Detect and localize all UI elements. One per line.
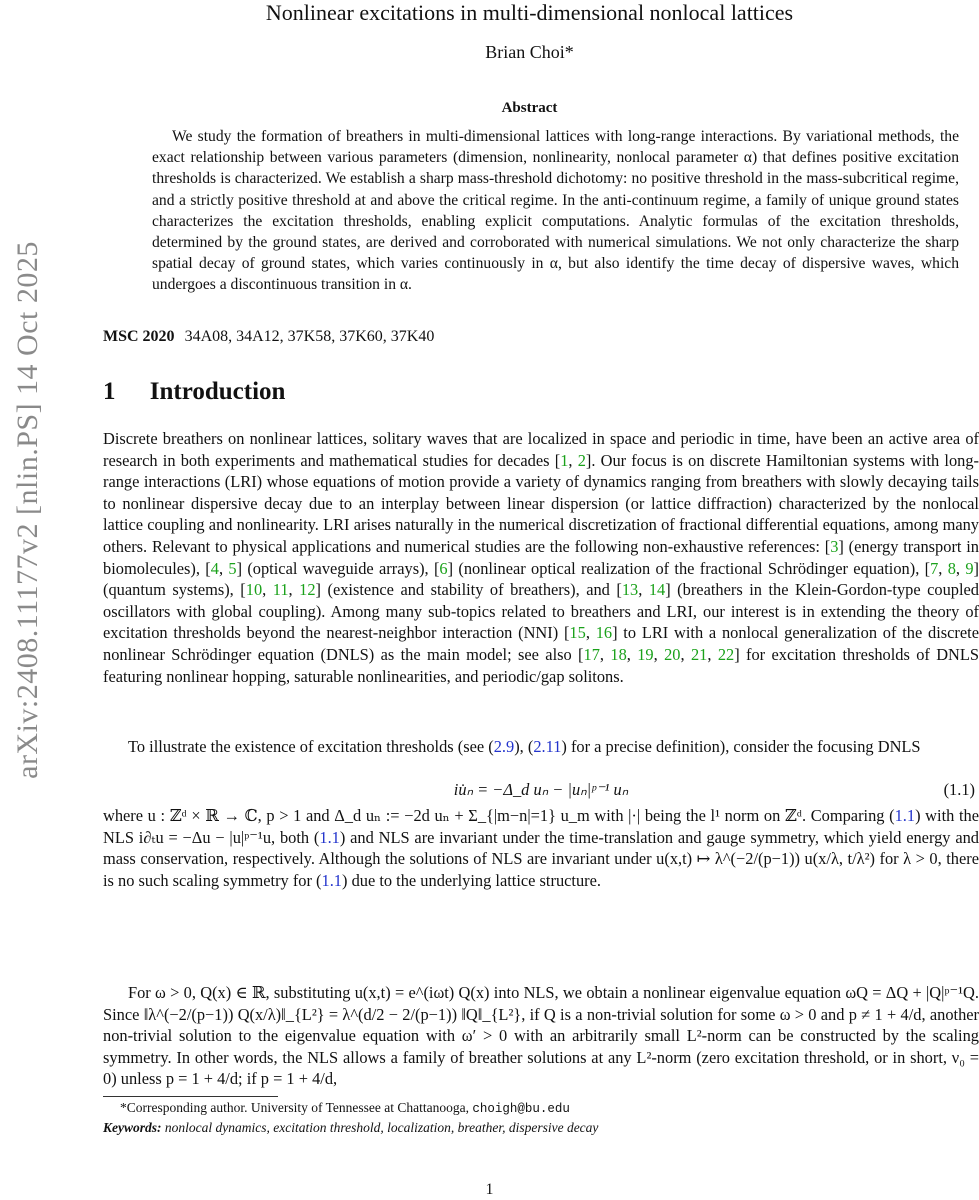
equation-reference-link[interactable]: 1.1 [894,806,916,825]
citation-link[interactable]: 4 [210,558,219,578]
intro-paragraph-4: For ω > 0, Q(x) ∈ ℝ, substituting u(x,t) = e^(iωt) Q(x) into NLS, we obtain a nonlinear eigenvalue equation ωQ = ΔQ + |Q|ᵖ⁻¹Q. Since ‖λ^(−2/(p−1)) Q(x/λ)‖_{L²} = λ^(d/2 − 2/(p−1)) ‖Q‖_{L²}, if Q is a non-trivial solution for some ω > 0 and p ≠ 1 + 4/d, another non-trivial solution to the eigenvalue equation with ω′ > 0 with an arbitrarily small L²-norm can be constructed by the scaling symmetry. In other words, the NLS allows a family of breather solutions at any L²-norm (zero excitation threshold, or in short, ν₀ = 0) unless p = 1 + 4/d; if p = 1 + 4/d, [103,983,979,1089]
citation-link[interactable]: 22 [717,644,735,664]
author-footnote: *Corresponding author. University of Tennessee at Chattanooga, choigh@bu.edu [120,1100,570,1116]
equation-number: (1.1) [943,780,975,799]
equation-reference-link[interactable]: 2.11 [533,737,562,756]
citation-link[interactable]: 5 [228,558,237,578]
citation-link[interactable]: 9 [965,558,974,578]
citation-link[interactable]: 3 [830,536,839,556]
abstract-heading: Abstract [501,100,558,116]
abstract-text: We study the formation of breathers in multi-dimensional lattices with long-range interactions. By variational methods, the exact relationship between various parameters (dimension, nonlinearity, nonlocal parameter α) that defines positive excitation thresholds is characterized. We establish a sharp mass-threshold dichotomy: no positive threshold in the mass-subcritical regime, and a strictly positive threshold at and above the critical regime. In the anti-continuum regime, a family of unique ground states characterizes the excitation thresholds, enabling explicit computations. Analytic formulas of the excitation thresholds, determined by the ground states, are derived and corroborated with numerical simulations. We not only characterize the sharp spatial decay of ground states, which varies continuously in α, but also identify the time decay of dispersive waves, which undergoes a discontinuous transition in α. [152,128,959,294]
citation-link[interactable]: 8 [947,558,956,578]
section-heading [103,378,285,406]
msc-label: MSC 2020 [103,328,175,345]
keywords-label: Keywords: [103,1120,162,1135]
citation-link[interactable]: 11 [272,580,289,600]
citation-link[interactable]: 21 [690,644,708,664]
arxiv-id-text: arXiv:2408.11177v2 [nlin.PS] 14 Oct 2025 [11,241,44,779]
page-number: 1 [485,1181,494,1198]
citation-link[interactable]: 17 [583,644,600,664]
intro-paragraph-3: where u : ℤᵈ × ℝ → ℂ, p > 1 and Δ_d uₙ := −2d uₙ + Σ_{|m−n|=1} u_m with |·| being the l¹ norm on ℤᵈ. Comparing (1.1) with the NLS i∂ₜu = −Δu − |u|ᵖ⁻¹u, both (1.1) and NLS are invariant under the time-translation and gauge symmetry, which yield energy and mass conservation, respectively. Although the solutions of NLS are invariant under u(x,t) ↦ λ^(−2/(p−1)) u(x/λ, t/λ²) for λ > 0, there is no such scaling symmetry for (1.1) due to the underlying lattice structure. [103,806,979,890]
equation-formula: iu̇ₙ = −Δ_d uₙ − |uₙ|ᵖ⁻¹ uₙ [453,780,629,799]
msc-classification [103,328,434,346]
citation-link[interactable]: 13 [621,580,639,600]
citation-link[interactable]: 20 [664,644,681,664]
section-number: 1 [103,378,116,405]
section-title: Introduction [149,378,286,405]
paper-author: Brian Choi* [485,42,574,62]
intro-paragraph-1: Discrete breathers on nonlinear lattices, solitary waves that are localized in space and periodic in time, have been an active area of research in both experiments and mathematical studies for decades [1, 2]. Our focus is on discrete Hamiltonian systems with long-range interactions (LRI) whose equations of motion provide a variety of dynamics ranging from breathers with slowly decaying tails to nonlinear dispersive decay due to an interplay between linear dispersion (or lattice diffraction) characterized by the nonlocal lattice coupling and nonlinearity. LRI arises naturally in the numerical discretization of fractional differential equations, among many others. Relevant to physical applications and numerical studies are the following non-exhaustive references: [3] (energy transport in biomolecules), [4, 5] (optical waveguide arrays), [6] (nonlinear optical realization of the fractional Schrödinger equation), [7, 8, 9] (quantum systems), [10, 11, 12] (existence and stability of breathers), and [13, 14] (breathers in the Klein-Gordon-type coupled oscillators with global coupling). Among many sub-topics related to breathers and LRI, our interest is in extending the theory of excitation thresholds beyond the nearest-neighbor interaction (NNI) [15, 16] to LRI with a nonlocal generalization of the discrete nonlinear Schrödinger equation (DNLS) as the main model; see also [17, 18, 19, 20, 21, 22] for excitation thresholds of DNLS featuring nonlinear hopping, saturable nonlinearities, and periodic/gap solitons. [103,429,979,686]
citation-link[interactable]: 10 [245,580,263,600]
equation-reference-link[interactable]: 1.1 [319,827,340,847]
citation-link[interactable]: 14 [648,580,666,600]
author-email-link[interactable]: choigh@bu.edu [472,1102,570,1116]
arxiv-identifier-stamp[interactable] [8,150,48,870]
keywords-text: nonlocal dynamics, excitation threshold, localization, breather, dispersive decay [164,1120,599,1135]
citation-link[interactable]: 16 [595,623,613,643]
equation-reference-link[interactable]: 1.1 [321,870,343,890]
citation-link[interactable]: 7 [930,558,939,578]
footnote-divider [103,1096,278,1097]
citation-link[interactable]: 19 [637,644,654,664]
display-equation [103,780,979,804]
intro-paragraph-2: To illustrate the existence of excitation thresholds (see (2.9), (2.11) for a precise definition), consider the focusing DNLS [128,737,921,756]
citation-link[interactable]: 15 [569,623,586,643]
msc-codes: 34A08, 34A12, 37K58, 37K60, 37K40 [184,328,435,345]
paper-title: Nonlinear excitations in multi-dimensional nonlocal lattices [265,0,794,25]
keywords-line [103,1120,598,1136]
citation-link[interactable]: 1 [560,450,569,470]
citation-link[interactable]: 18 [610,644,627,664]
citation-link[interactable]: 2 [577,450,586,470]
equation-reference-link[interactable]: 2.9 [493,737,515,756]
citation-link[interactable]: 6 [439,558,448,578]
citation-link[interactable]: 12 [299,580,316,600]
